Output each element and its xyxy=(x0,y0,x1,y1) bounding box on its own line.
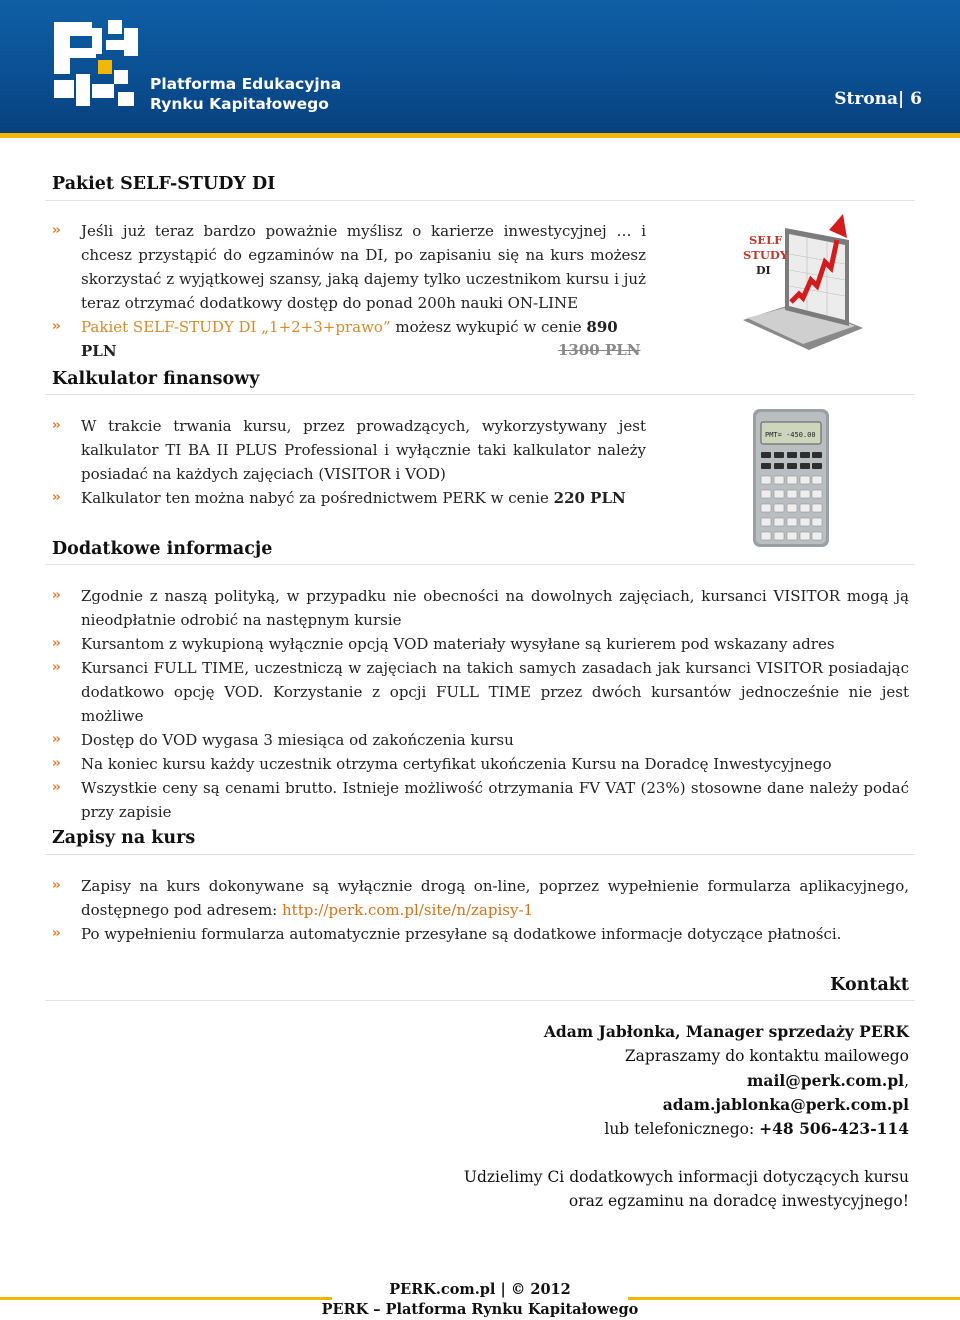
section-divider xyxy=(45,1000,915,1001)
list-item xyxy=(52,414,646,486)
list-item-text: Zapisy na kurs dokonywane są wyłącznie drogą on-line, poprzez wypełnienie formularza aplikacyjnego, dostępnego pod adresem: xyxy=(81,877,909,919)
list-item xyxy=(52,656,909,728)
page-footer xyxy=(0,1280,960,1320)
list-item xyxy=(52,219,646,315)
bullet-arrow-icon: ›› xyxy=(52,588,59,603)
calculator-price: 220 PLN xyxy=(553,489,626,507)
list-item-text: Kursanci FULL TIME, uczestniczą w zajęciach na takich samych zasadach jak kursanci VISITOR posiadając dodatkowo opcję VOD. Korzystanie z opcji FULL TIME przez dwóch kursantów jednocześnie nie jest możliwe xyxy=(81,659,909,725)
page-separator: | xyxy=(898,89,905,109)
contact-title: Kontakt xyxy=(830,975,909,995)
image-label-self: SELF xyxy=(749,233,783,247)
laptop-chart-image xyxy=(737,210,867,355)
section-title-calculator: Kalkulator finansowy xyxy=(52,369,260,389)
self-study-list xyxy=(52,219,646,363)
closing-line-2: oraz egzaminu na doradcę inwestycyjnego! xyxy=(568,1192,909,1211)
contact-name: Adam Jabłonka, Manager sprzedaży PERK xyxy=(543,1022,909,1041)
calculator-list xyxy=(52,414,646,510)
list-item xyxy=(52,752,909,776)
bullet-arrow-icon: ›› xyxy=(52,418,59,433)
signup-list xyxy=(52,874,909,946)
list-item-text: Jeśli już teraz bardzo poważnie myślisz o karierze inwestycyjnej … i chcesz przystąpić do egzaminów na DI, po zapisaniu się na kurs możesz skorzystać z wyjątkowej szansy, jaką dajemy tylko uczestnikom kursu i już teraz otrzymać dodatkowy dostęp do ponad 200h nauki ON-LINE xyxy=(81,222,646,312)
closing-line-1: Udzielimy Ci dodatkowych informacji dotyczących kursu xyxy=(463,1168,909,1186)
image-label-study: STUDY xyxy=(743,248,789,262)
list-item-text: Kalkulator ten można nabyć za pośrednictwem PERK w cenie xyxy=(81,489,554,507)
logo-line-2: Rynku Kapitałowego xyxy=(150,95,329,113)
bullet-arrow-icon: ›› xyxy=(52,732,59,747)
list-item xyxy=(52,728,909,752)
footer-line-2: PERK – Platforma Rynku Kapitałowego xyxy=(321,1301,639,1318)
list-item xyxy=(52,874,909,922)
footer-line-1: PERK.com.pl | © 2012 xyxy=(389,1281,571,1298)
bullet-arrow-icon: ›› xyxy=(52,223,59,238)
section-title-additional-info: Dodatkowe informacje xyxy=(52,539,273,559)
list-item-text: Kursantom z wykupioną wyłącznie opcją VOD materiały wysyłane są kurierem pod wskazany adres xyxy=(81,635,835,653)
list-item-text: możesz wykupić w cenie xyxy=(390,318,587,336)
additional-info-list xyxy=(52,584,909,824)
list-item-text: W trakcie trwania kursu, przez prowadzących, wykorzystywany jest kalkulator TI BA II PLUS Professional i wyłącznie taki kalkulator należy posiadać na każdych zajęciach (VISITOR i VOD) xyxy=(81,417,646,483)
closing-block xyxy=(464,1165,909,1214)
bullet-arrow-icon: ›› xyxy=(52,660,59,675)
logo-line-1: Platforma Edukacyjna xyxy=(150,75,342,93)
bullet-arrow-icon: ›› xyxy=(52,319,59,334)
package-price: 890 PLN xyxy=(81,318,618,360)
signup-link[interactable]: http://perk.com.pl/site/n/zapisy-1 xyxy=(282,901,534,919)
section-title-signup: Zapisy na kurs xyxy=(52,828,196,848)
list-item xyxy=(52,632,909,656)
contact-email-2[interactable]: adam.jablonka@perk.com.pl xyxy=(662,1094,909,1114)
old-price: 1300 PLN xyxy=(558,341,641,359)
calculator-display: PMT= -450.00 xyxy=(765,431,816,439)
section-title-self-study: Pakiet SELF-STUDY DI xyxy=(52,174,276,194)
logo-text xyxy=(150,74,341,114)
contact-block xyxy=(544,1020,909,1141)
bullet-arrow-icon: ›› xyxy=(52,636,59,651)
image-label-di: DI xyxy=(756,264,771,277)
list-item-text: Po wypełnieniu formularza automatycznie przesyłane są dodatkowe informacje dotyczące płatności. xyxy=(81,925,842,943)
list-item-text: Zgodnie z naszą polityką, w przypadku nie obecności na dowolnych zajęciach, kursanci VISITOR mogą ją nieodpłatnie odrobić na następnym kursie xyxy=(81,587,909,629)
list-item xyxy=(52,486,646,510)
section-divider xyxy=(45,564,915,565)
list-item xyxy=(52,584,909,632)
contact-phone-label: lub telefonicznego: xyxy=(604,1120,760,1139)
bullet-arrow-icon: ›› xyxy=(52,926,59,941)
contact-comma: , xyxy=(904,1071,909,1090)
bullet-arrow-icon: ›› xyxy=(52,490,59,505)
header-stripe xyxy=(0,133,960,138)
contact-line: Zapraszamy do kontaktu mailowego xyxy=(624,1047,909,1066)
bullet-arrow-icon: ›› xyxy=(52,756,59,771)
section-divider xyxy=(45,854,915,855)
list-item xyxy=(52,776,909,824)
list-item xyxy=(52,922,909,946)
list-item xyxy=(52,315,646,363)
list-item-text: Dostęp do VOD wygasa 3 miesiąca od zakończenia kursu xyxy=(81,731,514,749)
page-label: Strona xyxy=(834,89,899,109)
list-item-text: Wszystkie ceny są cenami brutto. Istnieje możliwość otrzymania FV VAT (23%) stosowne dane należy podać przy zapisie xyxy=(81,779,909,821)
contact-email-1[interactable]: mail@perk.com.pl xyxy=(747,1070,905,1090)
page-number-value: 6 xyxy=(910,89,922,109)
contact-phone[interactable]: +48 506-423-114 xyxy=(759,1119,909,1139)
page-number xyxy=(834,89,922,109)
calculator-image xyxy=(752,408,830,548)
section-divider xyxy=(45,394,915,395)
list-item-text: Na koniec kursu każdy uczestnik otrzyma certyfikat ukończenia Kursu na Doradcę Inwestycyjnego xyxy=(81,755,832,773)
section-divider xyxy=(45,200,915,201)
perk-logo-icon xyxy=(52,14,142,114)
bullet-arrow-icon: ›› xyxy=(52,780,59,795)
page-header xyxy=(0,0,960,138)
package-name: Pakiet SELF-STUDY DI „1+2+3+prawo” xyxy=(81,318,391,336)
bullet-arrow-icon: ›› xyxy=(52,878,59,893)
